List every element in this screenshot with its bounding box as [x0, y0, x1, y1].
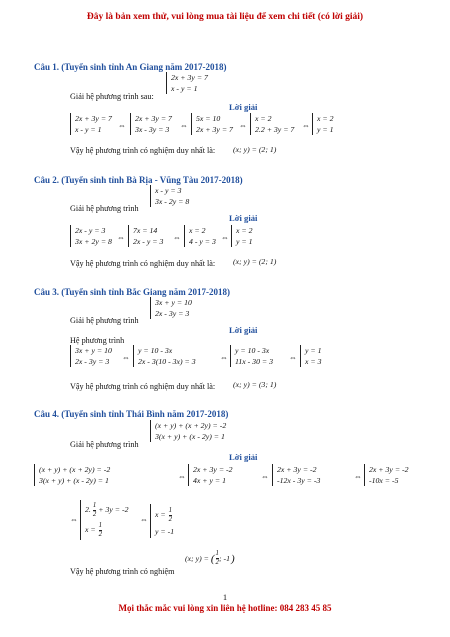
question-4-system: (x + y) + (x + 2y) = -2 3(x + y) + (x - 2y) = 1	[150, 420, 226, 442]
q2-conclusion: Vậy hệ phương trình có nghiệm duy nhất là:	[70, 259, 216, 268]
question-1-title: Câu 1. (Tuyển sinh tỉnh An Giang năm 2017-2018)	[34, 62, 227, 72]
equivalence-arrow: ⇔	[178, 472, 186, 481]
q2-step-2: 7x = 14 2x - y = 3	[128, 225, 163, 247]
q4-step-1: (x + y) + (x + 2y) = -2 3(x + y) + (x - 2y) = 1	[34, 464, 110, 486]
equivalence-arrow: ⇔	[180, 121, 188, 130]
q4-step-6: x = $\frac{1}{2}$ y = -1	[150, 504, 174, 538]
equivalence-arrow: ⇔	[140, 515, 148, 524]
q2-step-1: 2x - y = 3 3x + 2y = 8	[70, 225, 112, 247]
solution-label: Lời giải	[229, 213, 258, 223]
question-4-prompt: Giải hệ phương trình	[70, 440, 139, 449]
page-number: 1	[222, 592, 228, 602]
q4-step-4: 2x + 3y = -2 -10x = -5	[364, 464, 409, 486]
q3-intro: Hệ phương trình	[70, 336, 125, 345]
equivalence-arrow: ⇔	[302, 121, 310, 130]
equivalence-arrow: ⇔	[70, 515, 78, 524]
question-2-prompt: Giải hệ phương trình	[70, 204, 139, 213]
equivalence-arrow: ⇔	[239, 121, 247, 130]
q4-step-5: 2. 1 2 + 3y = -2 x = $\frac{1}{2}$	[80, 500, 129, 540]
equivalence-arrow: ⇔	[220, 353, 228, 362]
question-1-system: 2x + 3y = 7 x - y = 1	[166, 72, 208, 94]
equivalence-arrow: ⇔	[354, 472, 362, 481]
q4-step-2: 2x + 3y = -2 4x + y = 1	[188, 464, 233, 486]
q3-conclusion: Vậy hệ phương trình có nghiệm duy nhất là:	[70, 382, 216, 391]
equivalence-arrow: ⇔	[221, 233, 229, 242]
hotline-footer: Mọi thắc mắc vui lòng xin liên hệ hotline: 084 283 45 85	[118, 603, 332, 613]
q1-step-2: 2x + 3y = 7 3x - 3y = 3	[130, 113, 172, 135]
solution-label: Lời giải	[229, 102, 258, 112]
q2-step-4: x = 2 y = 1	[231, 225, 253, 247]
question-1-prompt: Giải hệ phương trình sau:	[70, 92, 154, 101]
q1-step-1: 2x + 3y = 7 x - y = 1	[70, 113, 112, 135]
preview-notice: Đây là bản xem thử, vui lòng mua tài liệu để xem chi tiết (có lời giải)	[86, 12, 364, 22]
question-2-title: Câu 2. (Tuyển sinh tỉnh Bà Rịa - Vũng Tàu 2017-2018)	[34, 175, 243, 185]
q3-result: (x; y) = (3; 1)	[233, 380, 277, 389]
q3-step-4: y = 1 x = 3	[300, 345, 322, 367]
q2-step-3: x = 2 4 - y = 3	[184, 225, 216, 247]
q4-step-3: 2x + 3y = -2 -12x - 3y = -3	[272, 464, 320, 486]
q3-step-3: y = 10 - 3x 11x - 30 = 3	[230, 345, 273, 367]
q1-step-4: x = 2 2.2 + 3y = 7	[250, 113, 294, 135]
q2-result: (x; y) = (2; 1)	[233, 257, 277, 266]
question-3-system: 3x + y = 10 2x - 3y = 3	[150, 297, 192, 319]
q3-step-1: 3x + y = 10 2x - 3y = 3	[70, 345, 112, 367]
q4-result: (x; y) = ( 1 2 ; -1 )	[185, 550, 235, 566]
question-3-prompt: Giải hệ phương trình	[70, 316, 139, 325]
solution-label: Lời giải	[229, 325, 258, 335]
question-4-title: Câu 4. (Tuyển sinh tỉnh Thái Bình năm 2017-2018)	[34, 409, 229, 419]
solution-label: Lời giải	[229, 452, 258, 462]
equivalence-arrow: ⇔	[122, 353, 130, 362]
question-2-system: x - y = 3 3x - 2y = 8	[150, 185, 189, 207]
equivalence-arrow: ⇔	[261, 472, 269, 481]
equivalence-arrow: ⇔	[118, 121, 126, 130]
q4-conclusion: Vậy hệ phương trình có nghiệm	[70, 567, 175, 576]
q1-step-5: x = 2 y = 1	[312, 113, 334, 135]
equivalence-arrow: ⇔	[173, 233, 181, 242]
equivalence-arrow: ⇔	[117, 233, 125, 242]
equivalence-arrow: ⇔	[289, 353, 297, 362]
q1-result: (x; y) = (2; 1)	[233, 145, 277, 154]
question-3-title: Câu 3. (Tuyển sinh tỉnh Bắc Giang năm 2017-2018)	[34, 287, 230, 297]
q1-step-3: 5x = 10 2x + 3y = 7	[191, 113, 233, 135]
q1-conclusion: Vậy hệ phương trình có nghiệm duy nhất là:	[70, 146, 216, 155]
q3-step-2: y = 10 - 3x 2x - 3(10 - 3x) = 3	[133, 345, 196, 367]
